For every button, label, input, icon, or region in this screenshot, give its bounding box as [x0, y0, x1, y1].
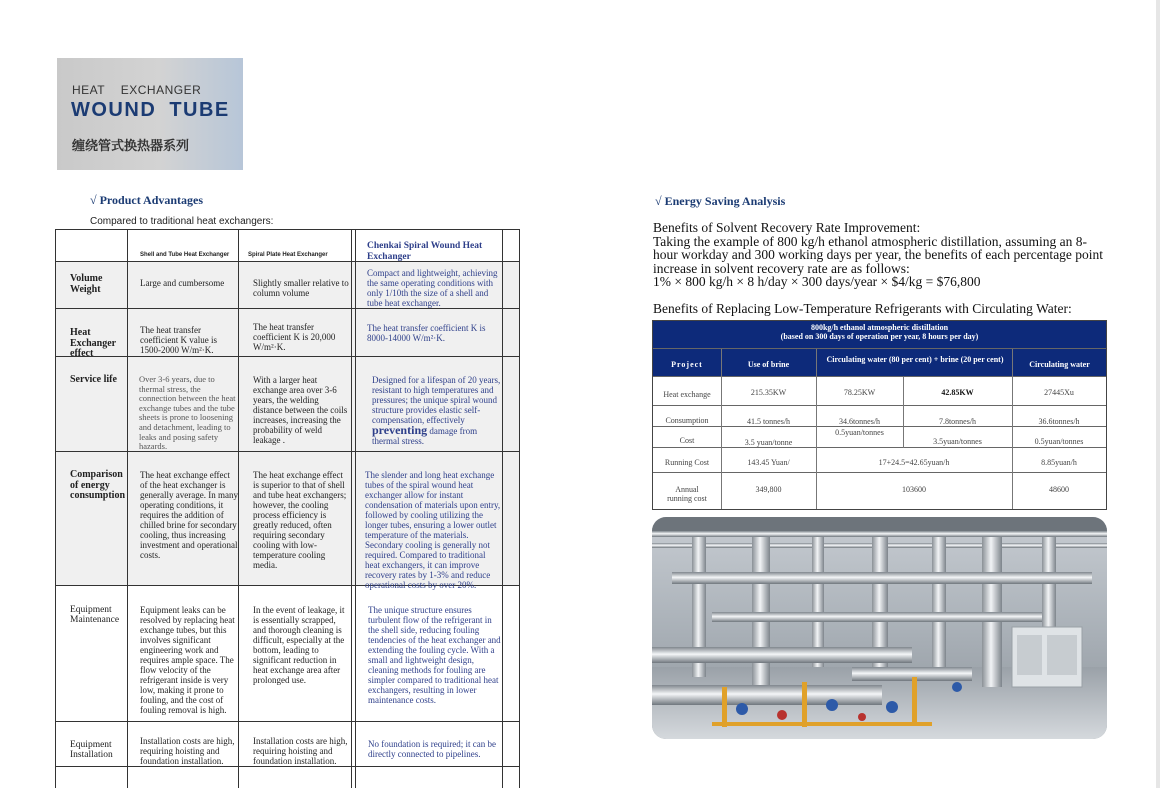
energy-table-title: 800kg/h ethanol atmospheric distillation — [810, 323, 949, 332]
badge-line-3: 缠绕管式换热器系列 — [72, 139, 190, 154]
cell-maint-spiral: In the event of leakage, it is essentially scrapped, and thorough cleaning is difficult, especially at the bottom, leading to significant reduction in heat exchange area after prolonged use. — [253, 605, 345, 685]
cell-maint-chenkai: The unique structure ensures turbulent flow of the refrigerant in the shell side, reducing fouling tendencies of the heat exchanger and extending the fouling cycle. With a small and lightweight design, cleaning methods for fouling are simpler compared to traditional heat exchangers, resulting in lower maintenance costs. — [368, 605, 501, 705]
energy-table — [652, 320, 1107, 510]
badge-line-2: WOUND TUBE — [71, 99, 230, 121]
col-water: Circulating water — [1029, 360, 1090, 369]
row-heat-mix-brine: 42.85KW — [941, 388, 974, 397]
cell-service-spiral: With a larger heat exchange area over 3-6 years, the welding distance between the coils increases, increasing the probability of weld leakage . — [253, 375, 348, 445]
col-mix: Circulating water (80 per cent) + brine (20 per cent) — [826, 355, 1004, 364]
grid-line — [238, 230, 239, 788]
cell-volume-shell: Large and cumbersome — [140, 278, 225, 288]
grid-line — [355, 230, 356, 788]
row-label-installation: Equipment Installation — [70, 740, 113, 760]
plant-photo-illustration — [652, 517, 1107, 739]
energy-table-subtitle: (based on 300 days of operation per year, 8 hours per day) — [780, 332, 979, 341]
energy-saving-title: √ Energy Saving Analysis — [655, 194, 786, 208]
comparison-table — [55, 229, 520, 788]
row-cost-label: Cost — [679, 436, 695, 445]
cell-install-spiral: Installation costs are high, requiring hoisting and foundation installation. — [253, 736, 348, 766]
row-label-maintenance: Equipment Maintenance — [70, 605, 120, 625]
row-cost-water: 0.5yuan/tonnes — [1034, 437, 1084, 446]
cell-service-chenkai-part1: Designed for a lifespan of 20 years, resistant to high temperatures and pressures; the unique spiral wound structure provides elastic self-compensation, effectively — [372, 375, 501, 425]
col-project: Project — [671, 360, 703, 369]
row-annual-water: 48600 — [1049, 485, 1069, 494]
row-consumption-mix-brine: 7.8tonnes/h — [938, 417, 977, 426]
row-running-mix: 17+24.5=42.65yuan/h — [878, 458, 950, 467]
grid-line — [502, 230, 503, 788]
row-annual-mix: 103600 — [902, 485, 926, 494]
badge-line-1: HEAT EXCHANGER — [72, 83, 202, 97]
recovery-text: Taking the example of 800 kg/h ethanol atmospheric distillation, assuming an 8-hour workday and 300 working days per year, the benefits of each percentage point increase in solvent recovery rate are as follows: — [653, 233, 1104, 276]
cell-energy-chenkai: The slender and long heat exchange tubes of the spiral wound heat exchanger allow for instant condensation of materials upon entry, followed by cooling utilizing the longer tubes, ensuring a lower outlet temperature of the materials. Secondary cooling is generally not required. Compared to traditional heat exchangers, it can improve recovery rates by 1-3% and reduce operational costs by over 20%. — [365, 470, 501, 590]
replace-heading: Benefits of Replacing Low-Temperature Refrigerants with Circulating Water: — [653, 301, 1072, 316]
header-badge — [57, 58, 243, 170]
row-consumption-label: Consumption — [665, 416, 709, 425]
row-cost-mix-water: 0.5yuan/tonnes — [835, 428, 884, 437]
row-consumption-water: 36.6tonnes/h — [1038, 417, 1080, 426]
row-heat-water: 27445Xu — [1044, 388, 1074, 397]
page-edge — [1156, 0, 1160, 788]
cell-service-chenkai-part2: damage from thermal stress. — [372, 426, 478, 446]
row-consumption-brine: 41.5 tonnes/h — [746, 417, 791, 426]
row-running-brine: 143.45 Yuan/ — [747, 458, 790, 467]
cell-energy-shell: The heat exchange effect of the heat exchanger is generally average. In many operating conditions, it requires the addition of chilled brine for secondary cooling, thus increasing investment and operational costs. — [140, 470, 238, 560]
product-advantages-title: √ Product Advantages — [90, 193, 204, 207]
row-heat-label: Heat exchange — [663, 390, 711, 399]
recovery-heading: Benefits of Solvent Recovery Rate Improvement: — [653, 220, 921, 235]
col-chenkai: Chenkai Spiral Wound Heat Exchanger — [367, 241, 483, 262]
row-label-heat: Heat Exchanger effect — [70, 327, 116, 359]
plant-photo — [652, 517, 1107, 739]
comparison-intro: Compared to traditional heat exchangers: — [90, 216, 274, 227]
recovery-block — [653, 221, 1108, 289]
cell-energy-spiral: The heat exchange effect is superior to that of shell and tube heat exchangers; however, the cooling process efficiency is greatly reduced, often requiring secondary cooling with low-temperature cooling media. — [253, 470, 347, 570]
row-cost-mix-brine: 3.5yuan/tonnes — [933, 437, 982, 446]
row-label-volume: Volume Weight — [70, 273, 103, 295]
grid-line — [127, 230, 128, 788]
cell-heat-shell: The heat transfer coefficient K value is 1500-2000 W/m²·K. — [140, 325, 218, 355]
cell-volume-spiral: Slightly smaller relative to column volume — [253, 278, 349, 298]
row-annual-label: Annual running cost — [667, 485, 707, 503]
row-running-water: 8.85yuan/h — [1041, 458, 1077, 467]
cell-heat-spiral: The heat transfer coefficient K is 20,000 W/m²·K. — [253, 322, 336, 352]
cell-volume-chenkai: Compact and lightweight, achieving the same operating conditions with only 1/10th the size of a shell and tube heat exchanger. — [367, 268, 498, 308]
row-label-energy: Comparison of energy consumption — [70, 469, 126, 501]
row-running-label: Running Cost — [664, 458, 710, 467]
row-annual-brine: 349,800 — [755, 485, 782, 494]
cell-heat-chenkai: The heat transfer coefficient K is 8000-14000 W/m²·K. — [367, 323, 486, 343]
cell-service-chenkai-emph: preventing — [372, 423, 428, 437]
col-shell-tube: Shell and Tube Heat Exchanger — [140, 252, 230, 258]
row-label-service: Service life — [70, 374, 117, 385]
cell-service-chenkai — [372, 375, 502, 446]
cell-service-shell: Over 3-6 years, due to thermal stress, the connection between the heat exchange tubes and the tube sheets is prone to loosening and detachment, leading to leaks and posing safety hazards. — [139, 374, 236, 452]
row-cost-brine: 3.5 yuan/tonne — [744, 438, 793, 447]
cell-install-shell: Installation costs are high, requiring hoisting and foundation installation. — [140, 736, 235, 766]
grid-line — [351, 230, 352, 788]
row-consumption-mix-water: 34.6tonnes/h — [838, 417, 881, 426]
row-heat-mix-water: 78.25KW — [843, 388, 876, 397]
col-brine: Use of brine — [747, 360, 790, 369]
cell-install-chenkai: No foundation is required; it can be directly connected to pipelines. — [368, 739, 496, 759]
row-heat-brine: 215.35KW — [750, 388, 787, 397]
cell-maint-shell: Equipment leaks can be resolved by replacing heat exchange tubes, but this involves significant engineering work and requires ample space. The flow velocity of the refrigerant inside is very low, making it prone to fouling, and the cost of fouling removal is high. — [140, 605, 235, 715]
recovery-formula: 1% × 800 kg/h × 8 h/day × 300 days/year × $4/kg = $76,800 — [653, 274, 981, 289]
col-spiral-plate: Spiral Plate Heat Exchanger — [248, 252, 328, 258]
